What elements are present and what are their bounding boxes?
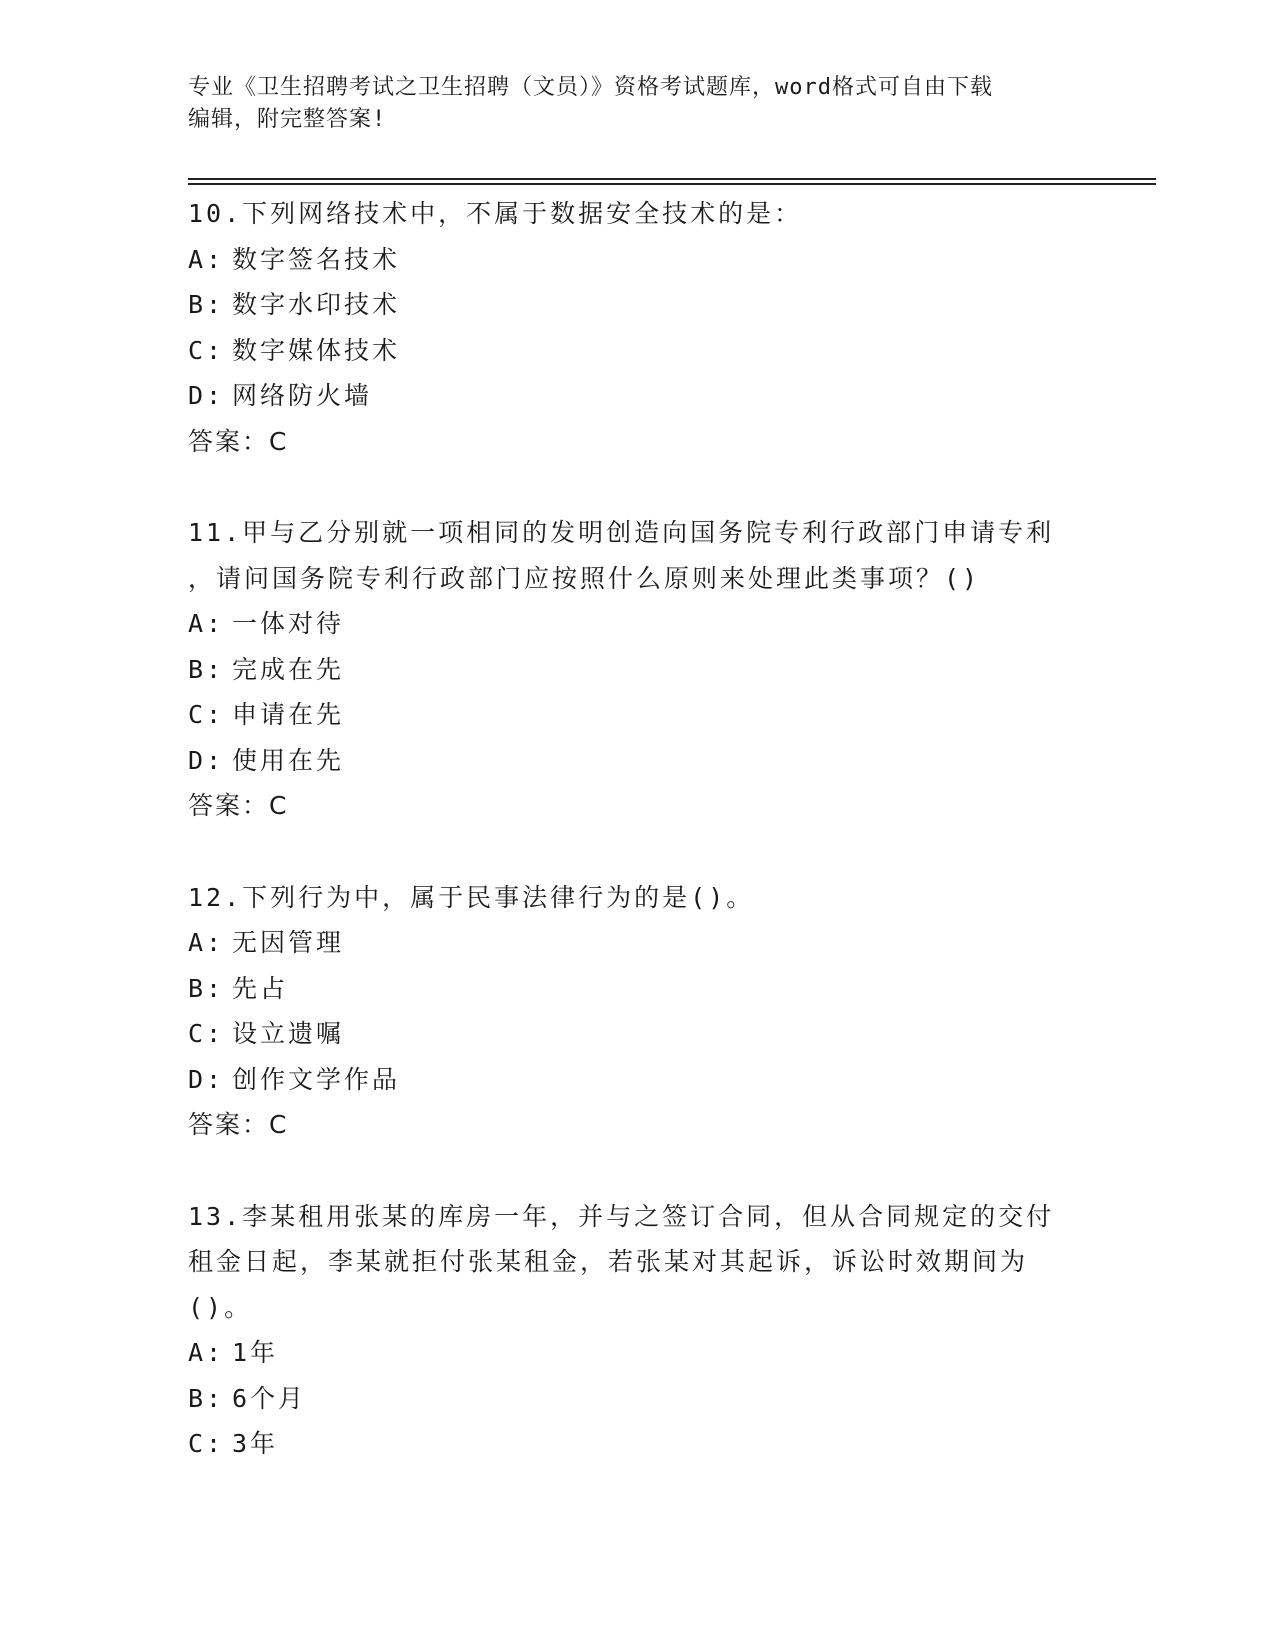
question-stem: 10.下列网络技术中，不属于数据安全技术的是： xyxy=(188,199,803,228)
option-text: 3年 xyxy=(232,1429,279,1458)
option-letter: C: xyxy=(188,1429,225,1458)
option-a xyxy=(188,601,1088,647)
option-a xyxy=(188,1330,1088,1376)
option-letter: D: xyxy=(188,745,225,775)
option-letter: A: xyxy=(188,928,225,957)
option-a xyxy=(188,237,1088,283)
option-text: 无因管理 xyxy=(232,928,345,957)
option-letter: B: xyxy=(188,290,225,319)
option-text: 数字签名技术 xyxy=(232,244,401,274)
option-d xyxy=(188,373,1088,419)
option-text: 一体对待 xyxy=(232,609,345,638)
option-text: 使用在先 xyxy=(232,745,345,775)
option-c xyxy=(188,692,1088,738)
answer-line: 答案：C xyxy=(188,791,289,820)
option-b xyxy=(188,282,1088,328)
option-c xyxy=(188,1421,1088,1467)
question-stem-line-1: 11.甲与乙分别就一项相同的发明创造向国务院专利行政部门申请专利 xyxy=(188,518,1055,547)
question-stem-line-1: 13.李某租用张某的库房一年，并与之签订合同，但从合同规定的交付 xyxy=(188,1201,1055,1231)
option-text: 先占 xyxy=(232,973,289,1003)
option-letter: B: xyxy=(188,973,225,1003)
option-letter: D: xyxy=(188,381,225,410)
header-line-1: 专业《卫生招聘考试之卫生招聘（文员）》资格考试题库，word格式可自由下载 xyxy=(188,75,993,100)
option-letter: C: xyxy=(188,1019,225,1048)
option-d xyxy=(188,738,1088,784)
option-text: 创作文学作品 xyxy=(232,1064,401,1094)
option-text: 1年 xyxy=(232,1338,279,1367)
option-c xyxy=(188,328,1088,374)
option-text: 完成在先 xyxy=(232,654,345,684)
option-text: 数字水印技术 xyxy=(232,290,401,319)
header-line-2: 编辑，附完整答案! xyxy=(188,107,387,132)
option-text: 6个月 xyxy=(232,1383,307,1413)
answer-line: 答案：C xyxy=(188,1110,289,1139)
option-letter: A: xyxy=(188,244,225,274)
option-b xyxy=(188,647,1088,693)
option-text: 申请在先 xyxy=(232,700,345,729)
header-divider-top xyxy=(188,178,1156,180)
document-header xyxy=(188,72,1088,136)
answer-line: 答案：C xyxy=(188,426,289,456)
question-stem-line-2: ，请问国务院专利行政部门应按照什么原则来处理此类事项？() xyxy=(188,563,981,593)
header-divider-bottom xyxy=(188,183,1156,185)
question-list xyxy=(188,191,1088,1513)
option-letter: C: xyxy=(188,335,225,365)
question-10 xyxy=(188,191,1088,464)
option-d xyxy=(188,1057,1088,1103)
option-a xyxy=(188,920,1088,966)
option-letter: D: xyxy=(188,1064,225,1094)
question-13 xyxy=(188,1194,1088,1467)
question-stem-line-3: ()。 xyxy=(188,1292,253,1322)
option-letter: A: xyxy=(188,609,225,638)
question-11 xyxy=(188,510,1088,829)
question-12 xyxy=(188,875,1088,1148)
option-b xyxy=(188,1376,1088,1422)
question-stem: 12.下列行为中，属于民事法律行为的是()。 xyxy=(188,882,755,912)
option-text: 网络防火墙 xyxy=(232,381,373,410)
question-stem-line-2: 租金日起，李某就拒付张某租金，若张某对其起诉，诉讼时效期间为 xyxy=(188,1247,1029,1276)
option-letter: A: xyxy=(188,1338,225,1367)
option-letter: C: xyxy=(188,700,225,729)
option-letter: B: xyxy=(188,1383,225,1413)
option-text: 数字媒体技术 xyxy=(232,335,401,365)
option-letter: B: xyxy=(188,654,225,684)
option-text: 设立遗嘱 xyxy=(232,1019,345,1048)
option-c xyxy=(188,1011,1088,1057)
option-b xyxy=(188,966,1088,1012)
